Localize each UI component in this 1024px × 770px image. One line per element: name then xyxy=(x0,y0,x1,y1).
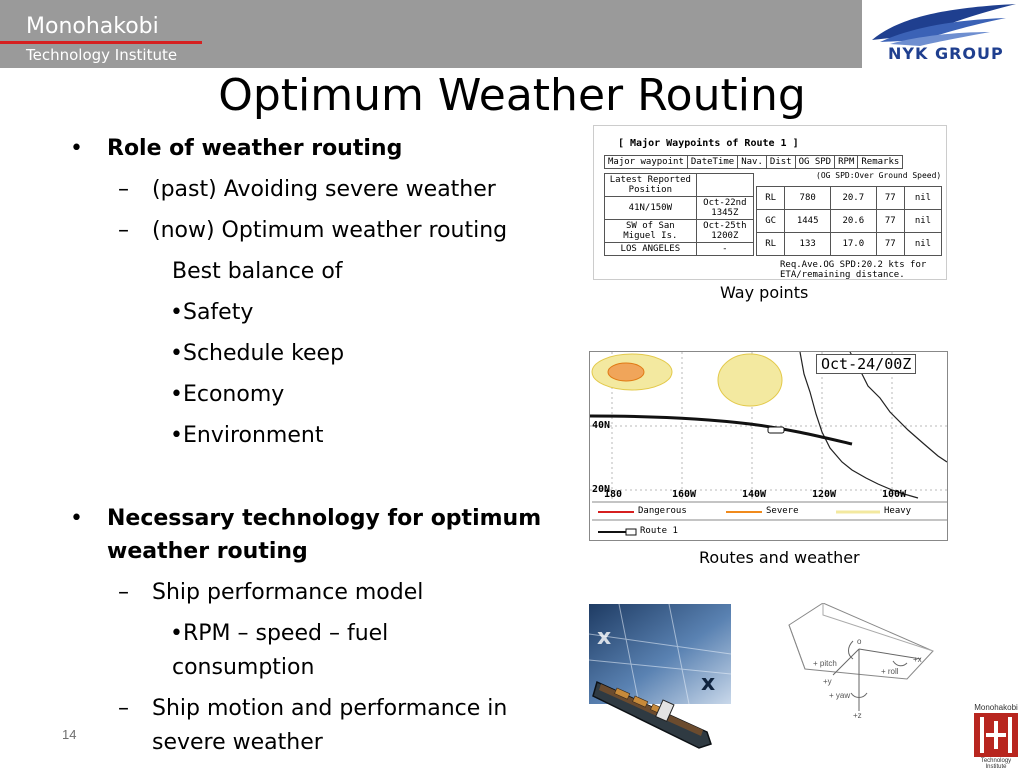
header-cell: Nav. xyxy=(738,156,767,169)
tech-heading-line2: weather routing xyxy=(107,539,308,564)
slide-title: Optimum Weather Routing xyxy=(218,70,806,121)
waypoints-footer xyxy=(780,260,926,280)
header-cell: Remarks xyxy=(858,156,903,169)
dash-marker: – xyxy=(118,177,129,202)
waypoint-time: Oct-25th 1200Z xyxy=(696,220,753,243)
tech-heading-line1: Necessary technology for optimum xyxy=(107,506,542,531)
leg-remarks: nil xyxy=(904,187,941,210)
waypoints-title: [ Major Waypoints of Route 1 ] xyxy=(618,138,799,149)
institute-logo-sub: Technology Institute xyxy=(980,758,1012,770)
lat-label: 40N xyxy=(592,420,611,431)
ship-illustration xyxy=(589,604,731,750)
nyk-logo-text: NYK GROUP xyxy=(888,44,1004,63)
waypoints-caption: Way points xyxy=(720,283,809,302)
weather-map-figure xyxy=(589,351,948,541)
waypoint-name: SW of San Miguel Is. xyxy=(605,220,697,243)
yaw-label: + yaw xyxy=(829,691,851,700)
now-item: (now) Optimum weather routing xyxy=(152,218,508,243)
past-item: (past) Avoiding severe weather xyxy=(152,177,496,202)
page-number: 14 xyxy=(62,727,77,742)
waypoint-name: LOS ANGELES xyxy=(605,243,697,256)
leg-rpm: 77 xyxy=(876,187,904,210)
heavy-weather-zone xyxy=(718,354,782,406)
leg-speed: 17.0 xyxy=(830,233,876,256)
ship-motion-diagram xyxy=(783,603,943,723)
waypoints-header-table xyxy=(604,155,903,169)
lat-label: 20N xyxy=(592,484,611,495)
leg-nav: RL xyxy=(757,187,785,210)
legend-heavy: Heavy xyxy=(884,506,912,516)
rpm-item-line2: consumption xyxy=(172,655,315,680)
header-cell: DateTime xyxy=(687,156,737,169)
leg-rpm: 77 xyxy=(876,233,904,256)
environment-item: •Environment xyxy=(170,423,324,448)
y-axis-label: +y xyxy=(823,677,832,686)
leg-speed: 20.6 xyxy=(830,210,876,233)
waypoints-footer-line2: ETA/remaining distance. xyxy=(780,270,905,280)
leg-dist: 1445 xyxy=(785,210,831,233)
nyk-group-logo xyxy=(866,0,1022,68)
origin-label: o xyxy=(857,637,862,646)
legend-dangerous: Dangerous xyxy=(638,506,687,516)
waypoint-name: 41N/150W xyxy=(605,197,697,220)
ship-marker xyxy=(768,427,784,433)
waypoints-note: (OG SPD:Over Ground Speed) xyxy=(816,171,942,180)
dash-marker: – xyxy=(118,696,129,721)
header-cell: Dist xyxy=(766,156,795,169)
safety-item: •Safety xyxy=(170,300,254,325)
waypoints-leg-table xyxy=(756,186,942,256)
leg-remarks: nil xyxy=(904,233,941,256)
roll-label: + roll xyxy=(881,667,899,676)
leg-nav: GC xyxy=(757,210,785,233)
bullet-marker: • xyxy=(70,136,83,161)
header-cell: OG SPD xyxy=(795,156,835,169)
institute-logo xyxy=(970,703,1022,770)
waypoints-figure xyxy=(593,125,947,280)
lon-label: 180 xyxy=(604,489,623,500)
header-cell: Major waypoint xyxy=(605,156,688,169)
lon-label: 140W xyxy=(742,489,767,500)
bullet-marker: • xyxy=(70,506,83,531)
motion-item-line1: Ship motion and performance in xyxy=(152,696,508,721)
institute-logo-name: Monohakobi xyxy=(974,703,1018,712)
rpm-item-line1: •RPM – speed – fuel xyxy=(170,621,389,646)
leg-nav: RL xyxy=(757,233,785,256)
leg-dist: 133 xyxy=(785,233,831,256)
brand-name: Monohakobi xyxy=(26,14,159,39)
waypoint-time xyxy=(696,174,753,197)
economy-item: •Economy xyxy=(170,382,285,407)
leg-speed: 20.7 xyxy=(830,187,876,210)
waypoint-name: Latest Reported Position xyxy=(605,174,697,197)
route-1-line xyxy=(590,416,852,444)
z-axis-label: +z xyxy=(853,711,862,720)
weather-map-caption: Routes and weather xyxy=(699,548,860,567)
severe-weather-zone xyxy=(608,363,644,381)
role-heading: Role of weather routing xyxy=(107,136,403,161)
leg-rpm: 77 xyxy=(876,210,904,233)
waypoint-time: Oct-22nd 1345Z xyxy=(696,197,753,220)
svg-text:x: x xyxy=(597,625,612,650)
lon-label: 120W xyxy=(812,489,837,500)
dash-marker: – xyxy=(118,218,129,243)
pitch-label: + pitch xyxy=(813,659,837,668)
waypoint-time: - xyxy=(696,243,753,256)
schedule-item: •Schedule keep xyxy=(170,341,345,366)
header-cell: RPM xyxy=(835,156,858,169)
lon-label: 160W xyxy=(672,489,697,500)
leg-dist: 780 xyxy=(785,187,831,210)
legend-route: Route 1 xyxy=(640,526,678,536)
dash-marker: – xyxy=(118,580,129,605)
brand-subtitle: Technology Institute xyxy=(26,46,178,64)
motion-item-line2: severe weather xyxy=(152,730,323,755)
svg-text:x: x xyxy=(701,671,716,696)
balance-text: Best balance of xyxy=(172,259,343,284)
map-timestamp: Oct-24/00Z xyxy=(816,354,916,374)
waypoints-left-table xyxy=(604,173,754,256)
legend-severe: Severe xyxy=(766,506,799,516)
lon-label: 100W xyxy=(882,489,907,500)
leg-remarks: nil xyxy=(904,210,941,233)
x-axis-label: +x xyxy=(913,655,922,664)
waypoints-footer-line1: Req.Ave.OG SPD:20.2 kts for xyxy=(780,260,927,270)
ship-perf-item: Ship performance model xyxy=(152,580,424,605)
